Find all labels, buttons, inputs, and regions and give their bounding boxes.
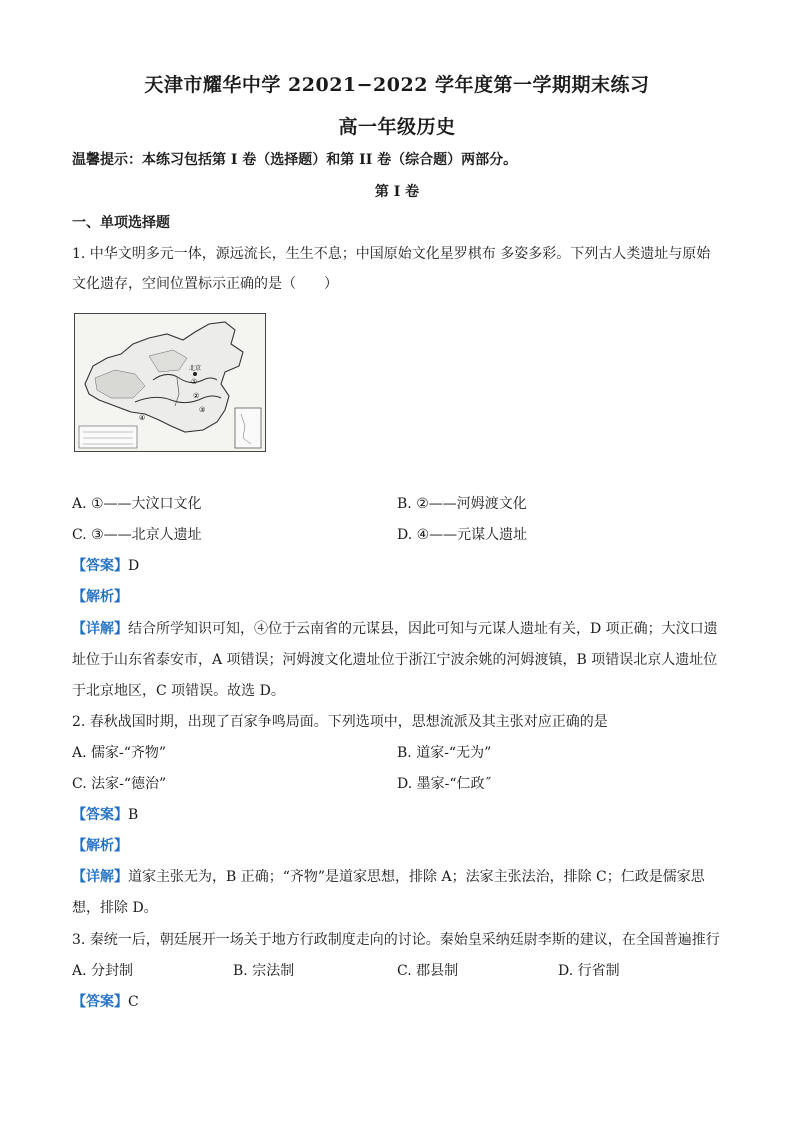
- q2-option-d: D. 墨家-“仁政˝: [397, 776, 492, 792]
- china-map-figure: [74, 313, 266, 452]
- q2-stem: 2. 春秋战国时期，出现了百家争鸣局面。下列选项中，思想流派及其主张对应正确的是: [72, 714, 608, 730]
- q1-option-a: A. ①——大汶口文化: [72, 496, 202, 512]
- q2-detail-line1: [72, 867, 705, 887]
- detail-text: 结合所学知识可知，④位于云南省的元谋县，因此可知与元谋人遗址有关，D 项正确；大汶口遗: [128, 621, 718, 637]
- section-heading: 一、单项选择题: [72, 215, 170, 231]
- q1-detail-line3: 于北京地区，C 项错误。故选 D。: [72, 683, 285, 699]
- answer-label: 【答案】: [72, 807, 128, 823]
- q2-analysis: [72, 836, 128, 856]
- detail-text: 道家主张无为，B 正确；“齐物”是道家思想，排除 A；法家主张法治，排除 C；仁政是儒家思: [128, 869, 705, 885]
- q3-option-d: D. 行省制: [558, 963, 620, 979]
- exam-title: 天津市耀华中学 22021−2022 学年度第一学期期末练习: [144, 74, 650, 96]
- q1-detail-line2: 址位于山东省泰安市，A 项错误；河姆渡文化遗址位于浙江宁波余姚的河姆渡镇，B 项错误北京人遗址位: [72, 652, 718, 668]
- answer-label: 【答案】: [72, 994, 128, 1010]
- detail-label: 【详解】: [72, 869, 128, 885]
- analysis-label: 【解析】: [72, 838, 128, 854]
- q2-option-a: A. 儒家-“齐物”: [72, 745, 167, 761]
- exam-subtitle: 高一年级历史: [338, 116, 456, 138]
- q1-stem-line1: 1. 中华文明多元一体，源远流长，生生不息；中国原始文化星罗棋布 多姿多彩。下列古人类遗址与原始: [72, 246, 711, 262]
- q2-option-c: C. 法家-“德治”: [72, 776, 167, 792]
- q1-answer: [72, 556, 139, 576]
- q2-detail-line2: 想，排除 D。: [72, 900, 158, 916]
- map-marker-4: ④: [139, 414, 146, 422]
- q2-answer: [72, 805, 138, 825]
- answer-value: D: [128, 558, 140, 574]
- answer-value: C: [128, 994, 139, 1010]
- notice: 温馨提示：本练习包括第 I 卷（选择题）和第 II 卷（综合题）两部分。: [72, 152, 518, 168]
- q1-option-b: B. ②——河姆渡文化: [397, 496, 527, 512]
- map-marker-1: ①: [191, 378, 198, 386]
- answer-value: B: [128, 807, 139, 823]
- q3-option-a: A. 分封制: [72, 963, 134, 979]
- map-label-beijing: 北京: [189, 365, 202, 372]
- map-marker-3: ③: [199, 406, 206, 414]
- volume-heading: 第 I 卷: [374, 184, 420, 200]
- q2-option-b: B. 道家-“无为”: [397, 745, 492, 761]
- detail-label: 【详解】: [72, 621, 128, 637]
- q1-detail-line1: [72, 619, 718, 639]
- answer-label: 【答案】: [72, 558, 128, 574]
- map-marker-2: ②: [193, 392, 200, 400]
- q3-stem: 3. 秦统一后，朝廷展开一场关于地方行政制度走向的讨论。秦始皇采纳廷尉李斯的建议，在全国普遍推行: [72, 932, 720, 948]
- q1-stem-line2: 文化遗存，空间位置标示正确的是（ ）: [72, 276, 338, 292]
- china-map-svg: [75, 314, 265, 451]
- q1-option-c: C. ③——北京人遗址: [72, 527, 202, 543]
- q1-analysis: [72, 587, 128, 607]
- q1-option-d: D. ④——元谋人遗址: [397, 527, 528, 543]
- q3-option-b: B. 宗法制: [233, 963, 295, 979]
- q3-answer: [72, 992, 139, 1012]
- analysis-label: 【解析】: [72, 589, 128, 605]
- q3-option-c: C. 郡县制: [397, 963, 459, 979]
